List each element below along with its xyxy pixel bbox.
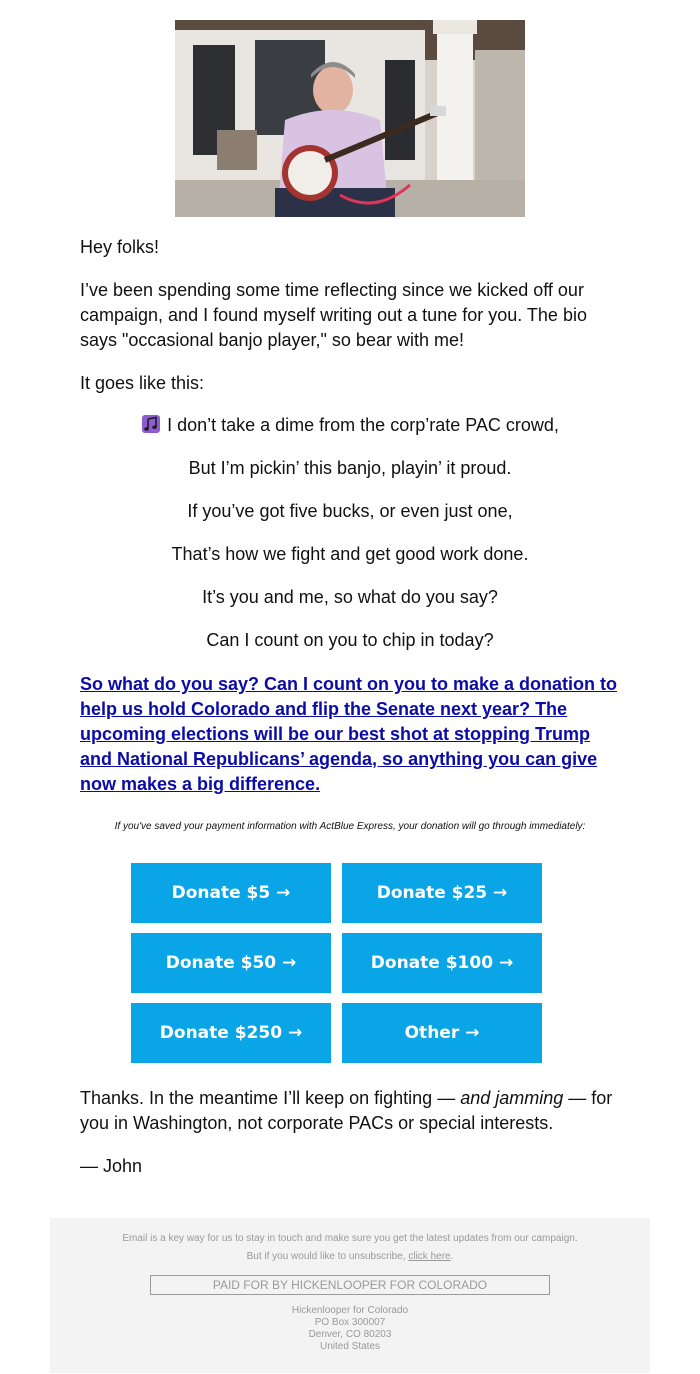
hero-photo <box>175 20 525 217</box>
thanks-text: Thanks. In the meantime I’ll keep on fighting — <box>80 1088 461 1108</box>
thanks-paragraph <box>80 1086 620 1136</box>
donate-cta-link[interactable]: So what do you say? Can I count on you to make a donation to help us hold Colorado and flip the Senate next year? The upcoming elections will be our best shot at stopping Trump and National Republicans’ agenda, so anything you can give now makes a big difference. <box>80 674 618 794</box>
signoff: — John <box>80 1156 143 1176</box>
unsubscribe-link[interactable]: click here <box>408 1251 451 1262</box>
musical-notes-icon <box>141 414 161 434</box>
verse-line <box>80 413 620 438</box>
greeting: Hey folks! <box>80 237 160 257</box>
verse-line: Can I count on you to chip in today? <box>206 630 494 650</box>
donate-50-button[interactable]: Donate $50 → <box>131 933 331 993</box>
donate-250-button[interactable]: Donate $250 → <box>131 1003 331 1063</box>
verse-line: It’s you and me, so what do you say? <box>202 587 498 607</box>
address-line: Hickenlooper for Colorado <box>291 1305 409 1316</box>
intro-paragraph: I’ve been spending some time reflecting since we kicked off our campaign, and I found myself writing out a tune for you. The bio says "occasional banjo player," so bear with me! <box>80 280 587 350</box>
footer-unsubscribe-text: But if you would like to unsubscribe, <box>246 1251 409 1262</box>
paid-for-disclaimer: PAID FOR BY HICKENLOOPER FOR COLORADO <box>150 1275 550 1295</box>
footer-period: . <box>450 1251 454 1262</box>
footer-note: Email is a key way for us to stay in touch and make sure you get the latest updates from our campaign. <box>122 1233 578 1244</box>
verse-line: If you’ve got five bucks, or even just one, <box>187 501 513 521</box>
verse-line: But I’m pickin’ this banjo, playin’ it proud. <box>188 458 512 478</box>
verse-intro: It goes like this: <box>80 373 205 393</box>
donate-25-button[interactable]: Donate $25 → <box>342 863 542 923</box>
footer <box>50 1218 650 1373</box>
donate-other-button[interactable]: Other → <box>342 1003 542 1063</box>
thanks-text-end: — for you in Washington, not corporate PACs or special interests. <box>80 1088 613 1133</box>
address-line: PO Box 300007 <box>314 1317 386 1328</box>
donate-100-button[interactable]: Donate $100 → <box>342 933 542 993</box>
thanks-emphasis: and jamming <box>460 1088 564 1108</box>
address-line: United States <box>319 1341 381 1352</box>
donate-5-button[interactable]: Donate $5 → <box>131 863 331 923</box>
verse-line: That’s how we fight and get good work done. <box>171 544 529 564</box>
verse-line-text: I don’t take a dime from the corp’rate PAC crowd, <box>167 415 559 435</box>
actblue-express-note: If you've saved your payment information with ActBlue Express, your donation will go through immediately: <box>114 821 586 832</box>
footer-unsubscribe-line <box>50 1250 650 1263</box>
address-line: Denver, CO 80203 <box>308 1329 392 1340</box>
